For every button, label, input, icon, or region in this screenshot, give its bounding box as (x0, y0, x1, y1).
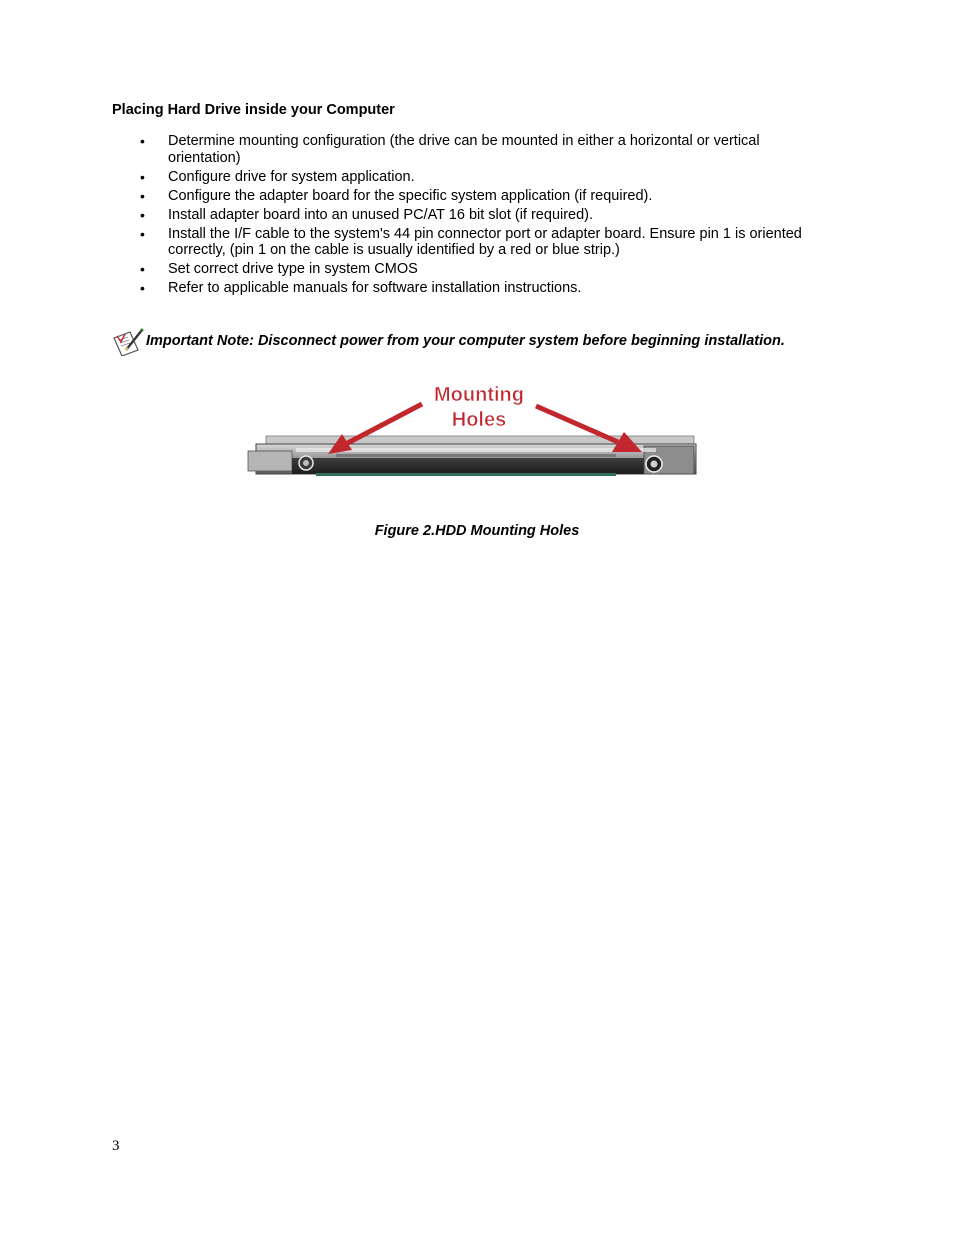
figure-label-mounting: Mounting (434, 384, 524, 406)
important-note-text: Important Note: Disconnect power from your computer system before beginning installation. (146, 333, 785, 349)
figure-label-holes: Holes (451, 409, 507, 431)
figure-caption: Figure 2.HDD Mounting Holes (374, 523, 580, 539)
step-text: Install the I/F cable to the system's 44 pin connector port or adapter board. Ensure pin 1 is oriented correctly, (pin 1 on the cable is usually identified by a red or blue strip.) (168, 225, 802, 258)
step-text: Configure the adapter board for the specific system application (if required). (168, 187, 653, 204)
section-heading: Placing Hard Drive inside your Computer (112, 102, 395, 118)
mounting-hole-right (646, 456, 662, 472)
bullet-icon: • (140, 261, 145, 277)
bullet-icon: • (140, 206, 145, 223)
bullet-icon: • (140, 168, 145, 185)
bullet-icon: • (140, 187, 145, 204)
step-text: Set correct drive type in system CMOS (168, 261, 418, 277)
step-text: Configure drive for system application. (168, 168, 415, 185)
step-text: Determine mounting configuration (the drive can be mounted in either a horizontal or vertical orientation) (168, 133, 760, 166)
list-item (140, 168, 828, 186)
list-item (140, 225, 828, 259)
bullet-icon: • (140, 280, 145, 296)
installation-steps-list (140, 133, 828, 299)
bullet-icon: • (140, 225, 145, 242)
list-item (140, 187, 828, 205)
list-item (140, 206, 828, 224)
list-item (140, 261, 828, 278)
checklist-note-icon (112, 328, 144, 356)
important-note (112, 328, 872, 358)
bullet-icon: • (140, 133, 145, 149)
mounting-hole-left (299, 456, 313, 470)
list-item (140, 133, 828, 166)
page-number: 3 (112, 1138, 120, 1154)
step-text: Refer to applicable manuals for software installation instructions. (168, 280, 582, 296)
list-item (140, 280, 828, 297)
step-text: Install adapter board into an unused PC/AT 16 bit slot (if required). (168, 206, 594, 223)
hdd-mounting-holes-figure (246, 378, 698, 484)
